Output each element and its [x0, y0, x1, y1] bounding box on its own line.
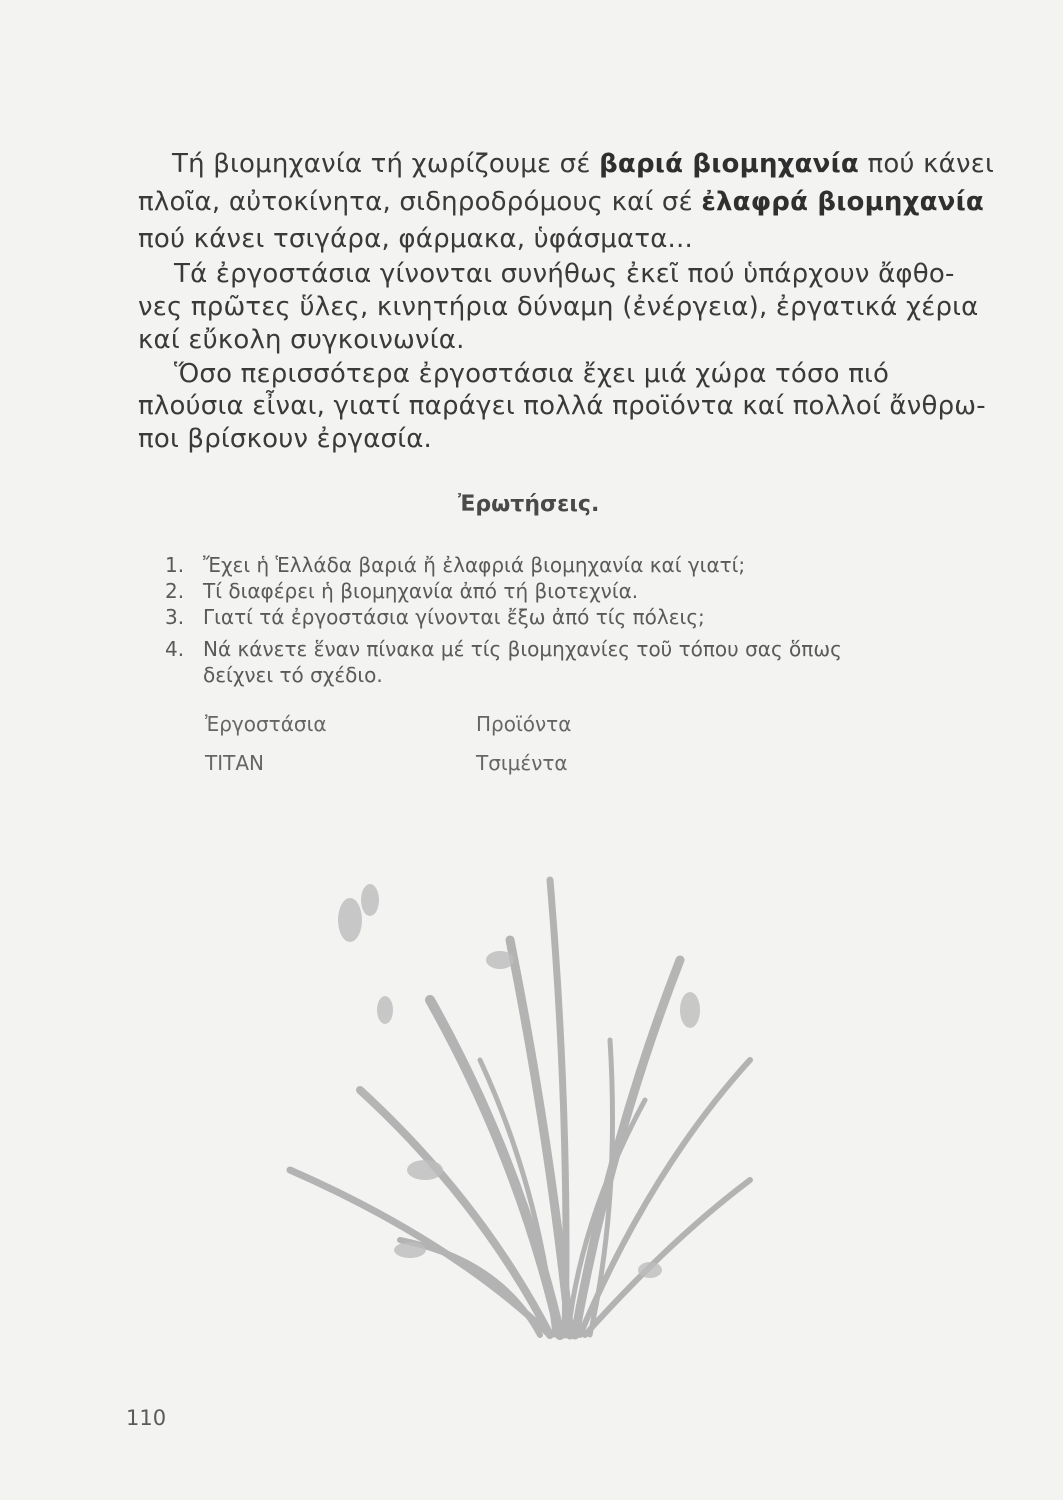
question-item: 4. Νά κάνετε ἕναν πίνακα μέ τίς βιομηχανίες τοῦ τόπου σας ὅπως [165, 637, 842, 661]
paragraph-1-line-3: πού κάνει τσιγάρα, φάρμακα, ὑφάσματα... [138, 224, 693, 254]
paragraph-2-line-1: Τά ἐργοστάσια γίνονται συνήθως ἐκεῖ πού ὑπάρχουν ἄφθο- [174, 259, 955, 289]
question-item: 1. Ἔχει ἡ Ἑλλάδα βαριά ἤ ἐλαφριά βιομηχανία καί γιατί; [165, 553, 746, 577]
paragraph-3-line-1: Ὅσο περισσότερα ἐργοστάσια ἔχει μιά χώρα τόσο πιό [174, 359, 890, 389]
bold-term-heavy-industry: βαριά βιομηχανία [599, 149, 859, 179]
plant-illustration [250, 840, 770, 1340]
bold-term-light-industry: ἐλαφρά βιομηχανία [701, 187, 984, 217]
questions-heading: Ἐρωτήσεις. [458, 492, 600, 517]
table-header-products: Προϊόντα [476, 712, 572, 736]
table-header-factories: Ἐργοστάσια [205, 712, 327, 736]
page-number: 110 [126, 1406, 167, 1430]
paragraph-3-line-3: ποι βρίσκουν ἐργασία. [138, 424, 433, 454]
question-item-continuation: δείχνει τό σχέδιο. [203, 663, 383, 687]
paragraph-1-line-1: Τή βιομηχανία τή χωρίζουμε σέ βαριά βιομηχανία πού κάνει [172, 149, 994, 179]
paragraph-2-line-3: καί εὔκολη συγκοινωνία. [138, 325, 465, 355]
question-item: 2. Τί διαφέρει ἡ βιομηχανία ἀπό τή βιοτεχνία. [165, 579, 639, 603]
paragraph-3-line-2: πλούσια εἶναι, γιατί παράγει πολλά προϊόντα καί πολλοί ἄνθρω- [138, 391, 986, 421]
question-item: 3. Γιατί τά ἐργοστάσια γίνονται ἔξω ἀπό τίς πόλεις; [165, 605, 705, 629]
paragraph-1-line-2: πλοῖα, αὐτοκίνητα, σιδηροδρόμους καί σέ ἐλαφρά βιομηχανία [138, 187, 984, 217]
table-cell-factory: ΤΙΤΑΝ [205, 751, 264, 775]
paragraph-2-line-2: νες πρῶτες ὕλες, κινητήρια δύναμη (ἐνέργεια), ἐργατικά χέρια [138, 292, 979, 322]
table-cell-product: Τσιμέντα [476, 751, 568, 775]
